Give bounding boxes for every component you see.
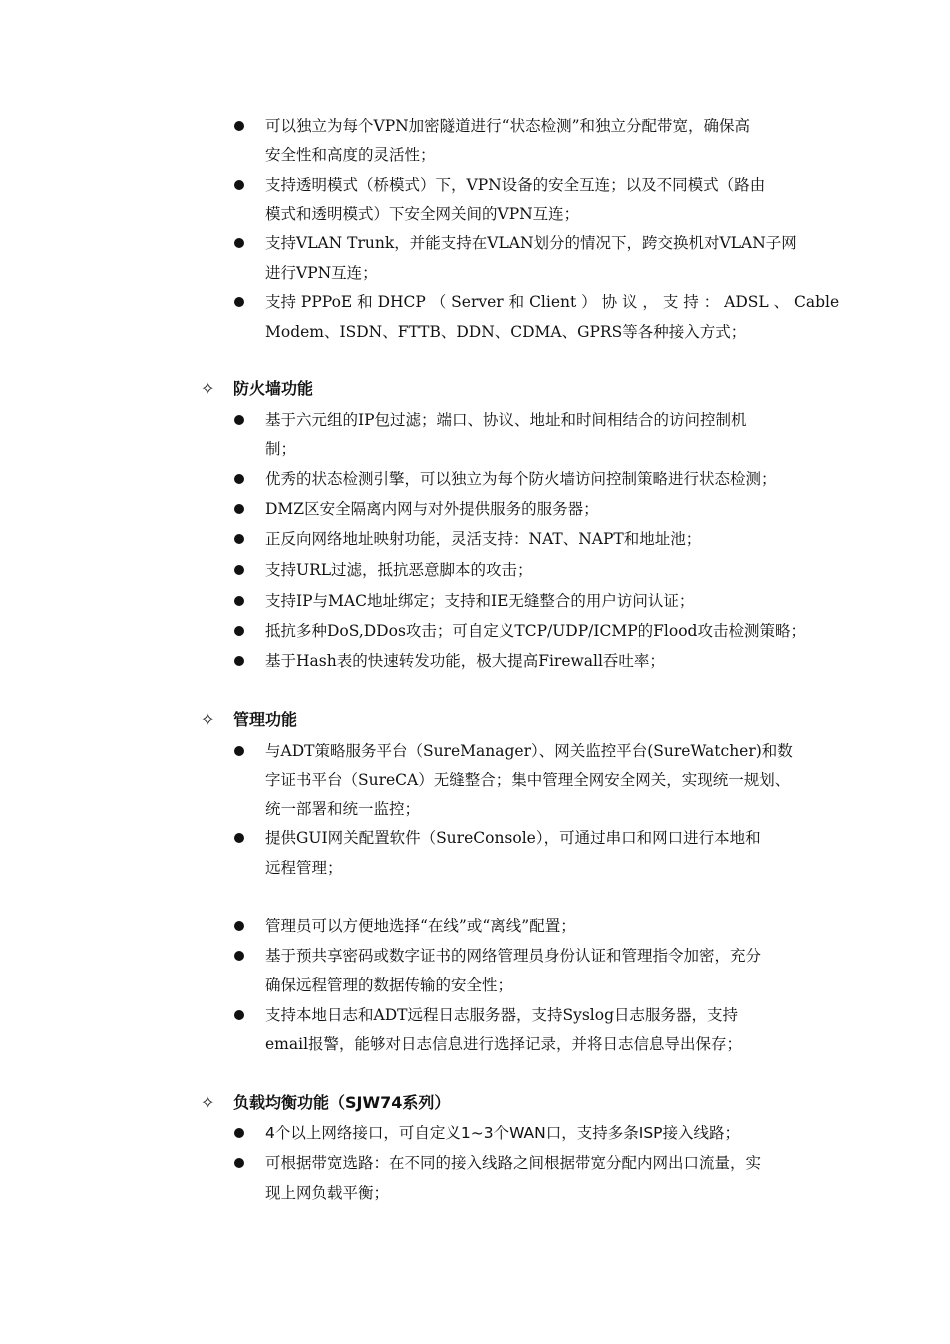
vpn-item-3-line-1: 支持VLAN Trunk，并能支持在VLAN划分的情况下，跨交换机对VLAN子网 [265, 234, 797, 252]
firewall-item-1-line-1: 基于六元组的IP包过滤；端口、协议、地址和时间相结合的访问控制机 [265, 411, 747, 429]
load-balancing-item-1: 4个以上网络接口，可自定义1~3个WAN口，支持多条ISP接入线路； [265, 1124, 741, 1142]
bullet-icon [234, 565, 244, 575]
section-heading-firewall: 防火墙功能 [233, 379, 314, 398]
firewall-item-4: 正反向网络地址映射功能，灵活支持：NAT、NAPT和地址池； [265, 530, 702, 548]
bullet-icon [234, 833, 244, 843]
bullet-icon [234, 656, 244, 666]
bullet-icon [234, 1158, 244, 1168]
firewall-item-1-line-2: 制； [265, 440, 297, 458]
vpn-item-4-line-1: 支持 PPPoE 和 DHCP （ Server 和 Client ） 协 议 ， 支 持 ： ADSL 、 Cable [265, 293, 840, 311]
vpn-item-4-line-2: Modem、ISDN、FTTB、DDN、CDMA、GPRS等各种接入方式； [265, 323, 747, 341]
management-item-5-line-2: email报警，能够对日志信息进行选择记录，并将日志信息导出保存； [265, 1035, 743, 1053]
management-item-1-line-1: 与ADT策略服务平台（SureManager）、网关监控平台(SureWatcher)和数 [265, 742, 793, 760]
management-item-1-line-2: 字证书平台（SureCA）无缝整合；集中管理全网安全网关，实现统一规划、 [265, 771, 791, 789]
bullet-icon [234, 1128, 244, 1138]
management-item-2-line-1: 提供GUI网关配置软件（SureConsole），可通过串口和网口进行本地和 [265, 829, 761, 847]
diamond-bullet-icon: ✧ [201, 1093, 215, 1112]
bullet-icon [234, 596, 244, 606]
management-item-1-line-3: 统一部署和统一监控； [265, 800, 421, 818]
vpn-item-2-line-2: 模式和透明模式）下安全网关间的VPN互连； [265, 205, 580, 223]
diamond-bullet-icon: ✧ [201, 379, 215, 398]
management-item-3: 管理员可以方便地选择“在线”或“离线”配置； [265, 917, 576, 935]
management-item-5-line-1: 支持本地日志和ADT远程日志服务器，支持Syslog日志服务器，支持 [265, 1006, 739, 1024]
management-item-4-line-2: 确保远程管理的数据传输的安全性； [265, 976, 514, 994]
firewall-item-3: DMZ区安全隔离内网与对外提供服务的服务器； [265, 500, 599, 518]
vpn-item-1-line-1: 可以独立为每个VPN加密隧道进行“状态检测”和独立分配带宽，确保高 [265, 117, 751, 135]
bullet-icon [234, 415, 244, 425]
firewall-item-7: 抵抗多种DoS,DDos攻击；可自定义TCP/UDP/ICMP的Flood攻击检测策略； [265, 622, 806, 640]
diamond-bullet-icon: ✧ [201, 710, 215, 729]
bullet-icon [234, 626, 244, 636]
vpn-item-2-line-1: 支持透明模式（桥模式）下，VPN设备的安全互连；以及不同模式（路由 [265, 176, 766, 194]
section-heading-management: 管理功能 [233, 710, 298, 729]
bullet-icon [234, 180, 244, 190]
vpn-item-1-line-2: 安全性和高度的灵活性； [265, 146, 436, 164]
firewall-item-5: 支持URL过滤，抵抗恶意脚本的攻击； [265, 561, 533, 579]
bullet-icon [234, 534, 244, 544]
bullet-icon [234, 746, 244, 756]
vpn-item-3-line-2: 进行VPN互连； [265, 264, 378, 282]
load-balancing-item-2-line-2: 现上网负载平衡； [265, 1184, 390, 1202]
management-item-2-line-2: 远程管理； [265, 859, 343, 877]
bullet-icon [234, 474, 244, 484]
bullet-icon [234, 297, 244, 307]
bullet-icon [234, 1010, 244, 1020]
firewall-item-2: 优秀的状态检测引擎，可以独立为每个防火墙访问控制策略进行状态检测； [265, 470, 777, 488]
firewall-item-8: 基于Hash表的快速转发功能，极大提高Firewall吞吐率； [265, 652, 665, 670]
bullet-icon [234, 921, 244, 931]
bullet-icon [234, 121, 244, 131]
firewall-item-6: 支持IP与MAC地址绑定；支持和IE无缝整合的用户访问认证； [265, 592, 695, 610]
bullet-icon [234, 951, 244, 961]
management-item-4-line-1: 基于预共享密码或数字证书的网络管理员身份认证和管理指令加密，充分 [265, 947, 762, 965]
load-balancing-item-2-line-1: 可根据带宽选路：在不同的接入线路之间根据带宽分配内网出口流量，实 [265, 1154, 762, 1172]
section-heading-load-balancing: 负载均衡功能（SJW74系列） [233, 1093, 451, 1112]
bullet-icon [234, 238, 244, 248]
bullet-icon [234, 504, 244, 514]
